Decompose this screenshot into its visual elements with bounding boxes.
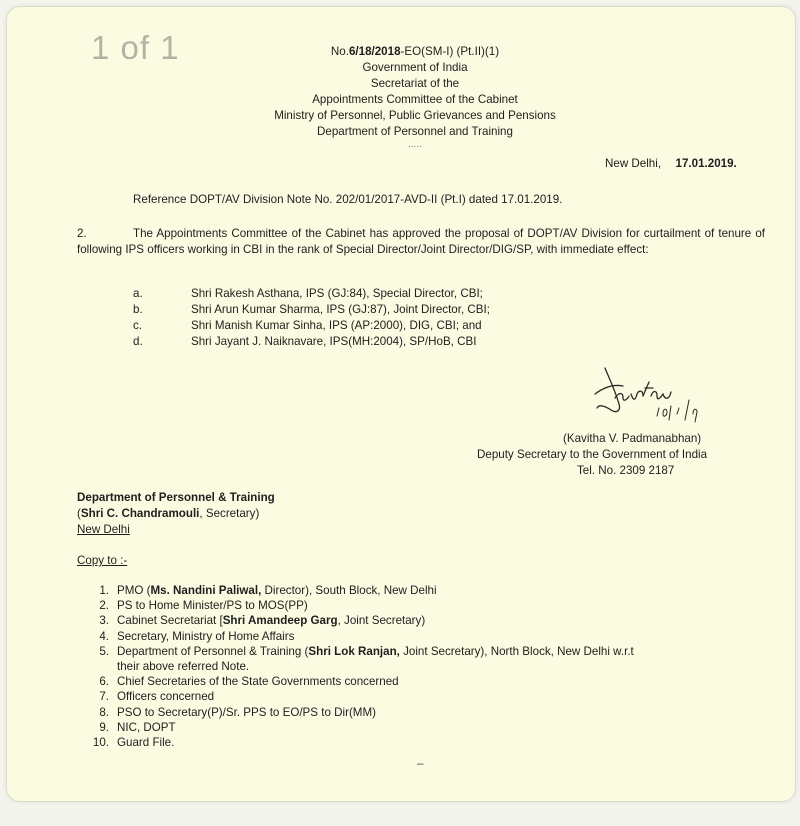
copy-to-text-part: PMO ( <box>117 584 151 597</box>
copy-to-item <box>87 630 777 645</box>
copy-to-text <box>117 614 425 627</box>
copy-to-item <box>87 736 777 751</box>
copy-to-item-continuation: their above referred Note. <box>117 660 250 673</box>
copy-to-number: 6. <box>99 675 109 689</box>
copy-to-item <box>87 690 777 705</box>
document-card <box>6 6 796 802</box>
order-number-prefix: No. <box>330 45 349 58</box>
handwritten-signature <box>593 364 703 426</box>
copy-to-item <box>87 645 777 660</box>
reference-line: Reference DOPT/AV Division Note No. 202/01/2017-AVD-II (Pt.I) dated 17.01.2019. <box>133 193 563 206</box>
addressee-city: New Delhi <box>77 523 130 536</box>
copy-to-text-part: Chief Secretaries of the State Governments concerned <box>117 675 399 689</box>
copy-to-number: 2. <box>99 599 109 613</box>
order-number <box>7 45 795 58</box>
copy-to-number: 1. <box>99 584 109 597</box>
copy-to-text-part: Guard File. <box>117 736 175 749</box>
copy-to-item <box>87 721 777 736</box>
copy-to-text <box>117 599 308 612</box>
place: New Delhi, <box>605 157 662 170</box>
officer-text: Shri Arun Kumar Sharma, IPS (GJ:87), Joint Director, CBI; <box>191 303 490 316</box>
copy-to-item <box>87 614 777 629</box>
copy-to-text-part: Joint Secretary), North Block, New Delhi w.r.t <box>399 644 634 658</box>
addressee-role: , Secretary) <box>199 507 260 520</box>
officer-text: Shri Rakesh Asthana, IPS (GJ:84), Special Director, CBI; <box>191 287 483 300</box>
copy-to-number: 9. <box>99 720 109 734</box>
copy-to-text-part: Shri Amandeep Garg <box>222 614 338 628</box>
officer-text: Shri Jayant J. Naiknavare, IPS(MH:2004), SP/HoB, CBI <box>191 335 477 348</box>
copy-to-label: Copy to :- <box>77 554 128 567</box>
officer-item-b <box>133 303 633 318</box>
header-line-government: Government of India <box>362 61 468 74</box>
copy-to-number: 4. <box>99 629 109 643</box>
place-date <box>605 157 737 170</box>
officer-marker: b. <box>133 303 143 316</box>
officer-marker: d. <box>133 335 143 348</box>
copy-to-text <box>117 645 634 658</box>
copy-to-item <box>87 675 777 690</box>
copy-to-text-part: Shri Lok Ranjan, <box>308 644 400 658</box>
copy-to-text-part: Cabinet Secretariat [ <box>117 614 223 628</box>
copy-to-number: 5. <box>99 644 109 658</box>
officer-item-d <box>133 335 633 350</box>
addressee-person <box>77 507 259 520</box>
signatory-name: (Kavitha V. Padmanabhan) <box>563 432 702 445</box>
copy-to-item <box>87 584 777 599</box>
order-number-suffix: -EO(SM-I) (Pt.II)(1) <box>400 45 500 58</box>
copy-to-number: 10. <box>92 736 109 749</box>
paragraph-2 <box>77 226 765 257</box>
copy-to-text-part: NIC, DOPT <box>117 720 176 734</box>
addressee-department: Department of Personnel & Training <box>77 491 275 504</box>
copy-to-text <box>117 706 376 719</box>
copy-to-text <box>117 584 437 597</box>
copy-to-text <box>117 721 176 734</box>
order-number-bold: 6/18/2018 <box>348 45 401 58</box>
signatory-tel: Tel. No. 2309 2187 <box>577 464 675 477</box>
paragraph-number: 2. <box>77 227 87 240</box>
copy-to-text-part: Officers concerned <box>117 690 215 704</box>
copy-to-number: 3. <box>99 614 109 628</box>
header-line-secretariat: Secretariat of the <box>370 77 460 90</box>
copy-to-text-part: PSO to Secretary(P)/Sr. PPS to EO/PS to Dir(MM) <box>117 705 376 719</box>
copy-to-text <box>117 690 214 703</box>
officer-text: Shri Manish Kumar Sinha, IPS (AP:2000), DIG, CBI; and <box>191 319 482 332</box>
copy-to-item <box>87 706 777 721</box>
copy-to-text-part: PS to Home Minister/PS to MOS(PP) <box>117 599 308 613</box>
addressee-name: Shri C. Chandramouli <box>80 507 200 520</box>
footer-mark: – <box>417 757 424 770</box>
signatory-designation: Deputy Secretary to the Government of India <box>477 448 708 461</box>
addressee-open: ( <box>77 507 81 520</box>
header-separator: ..... <box>408 139 422 150</box>
copy-to-text <box>117 630 294 643</box>
copy-to-text <box>117 736 174 749</box>
officer-item-a <box>133 287 633 302</box>
copy-to-item <box>87 599 777 614</box>
officer-marker: c. <box>133 319 143 332</box>
copy-to-text-part: Secretary, Ministry of Home Affairs <box>117 629 295 643</box>
copy-to-text-part: Ms. Nandini Paliwal, <box>150 584 262 597</box>
issue-date: 17.01.2019. <box>675 157 737 170</box>
officer-item-c <box>133 319 633 334</box>
header-line-committee: Appointments Committee of the Cabinet <box>312 93 518 106</box>
copy-to-text-part: Department of Personnel & Training ( <box>117 644 309 658</box>
copy-to-number: 8. <box>99 705 109 719</box>
copy-to-text-part: , Joint Secretary) <box>337 614 426 628</box>
copy-to-number: 7. <box>99 690 109 704</box>
copy-to-text <box>117 675 399 688</box>
officer-marker: a. <box>133 287 143 300</box>
copy-to-text-part: Director), South Block, New Delhi <box>261 584 437 597</box>
header-line-department: Department of Personnel and Training <box>317 125 513 138</box>
header-line-ministry: Ministry of Personnel, Public Grievances and Pensions <box>274 109 556 122</box>
paragraph-text: The Appointments Committee of the Cabinet has approved the proposal of DOPT/AV Division for curtailment of tenure of following IPS officers working in CBI in the rank of Special Director/Joint Director/DIG/SP, with immediate effect: <box>77 227 765 256</box>
page-counter: 1 of 1 <box>91 29 180 66</box>
